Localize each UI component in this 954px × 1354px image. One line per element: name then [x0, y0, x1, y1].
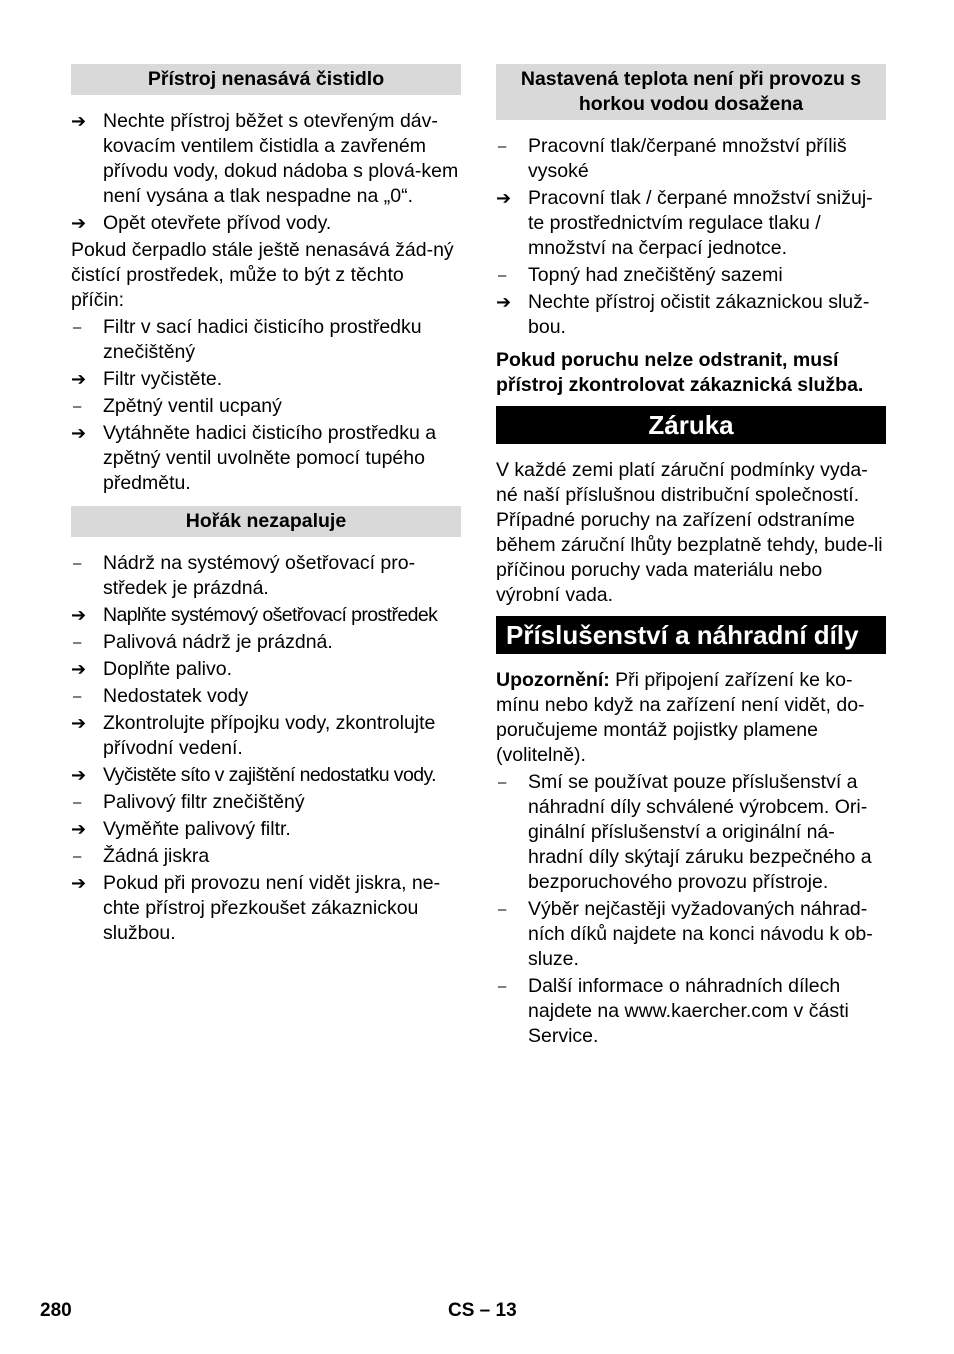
arrow-icon: ➔	[71, 213, 87, 233]
list-item: ➔ Opět otevřete přívod vody.	[71, 212, 332, 234]
arrow-icon: ➔	[71, 605, 87, 625]
heading-no-detergent-suction: Přístroj nenasává čistidlo	[71, 64, 461, 95]
list-item: ➔ Naplňte systémový ošetřovací prostředek	[71, 604, 438, 626]
language-page-label: CS – 13	[448, 1300, 517, 1321]
list-item: ➔ Nechte přístroj očistit zákaznickou služ-bou.	[496, 291, 870, 338]
list-item: ➔ Zkontrolujte přípojku vody, zkontrolujte přívodní vedení.	[71, 712, 436, 759]
dash-icon: –	[73, 848, 82, 865]
list-item: ➔ Vyčistěte síto v zajištění nedostatku vody.	[71, 764, 436, 786]
note-label: Upozornění:	[496, 669, 610, 691]
service-note: Pokud poruchu nelze odstranit, musí přístroj zkontrolovat zákaznická služba.	[496, 349, 864, 396]
list-item: – Topný had znečištěný sazemi	[498, 264, 783, 286]
arrow-icon: ➔	[71, 819, 87, 839]
dash-icon: –	[498, 138, 507, 155]
list-item: – Pracovní tlak/čerpané množství příliš vysoké	[498, 135, 847, 182]
page-number: 280	[40, 1300, 72, 1321]
list-item: – Palivová nádrž je prázdná.	[73, 631, 333, 653]
dash-icon: –	[73, 555, 82, 572]
arrow-icon: ➔	[71, 873, 87, 893]
arrow-icon: ➔	[71, 369, 87, 389]
heading-temperature-not-reached: Nastavená teplota není při provozu s horkou vodou dosažena	[496, 64, 886, 120]
paragraph: Pokud čerpadlo stále ještě nenasává žád-ný čistící prostředek, může to být z těchto příčin:	[71, 239, 454, 311]
list-item: – Nádrž na systémový ošetřovací pro-středek je prázdná.	[73, 552, 416, 599]
heading-burner-not-igniting: Hořák nezapaluje	[71, 506, 461, 537]
list-item: ➔ Nechte přístroj běžet s otevřeným dáv-kovacím ventilem čistidla a zavřeném přívodu vody, dokud nádoba s plová-kem není vysána a tlak nespadne na „0“.	[71, 110, 459, 207]
dash-icon: –	[498, 267, 507, 284]
dash-icon: –	[498, 978, 507, 995]
list-item: – Palivový filtr znečištěný	[73, 791, 305, 813]
arrow-icon: ➔	[496, 188, 512, 208]
warranty-text: V každé zemi platí záruční podmínky vyda-né naší příslušnou distribuční společností. Případné poruchy na zařízení odstraníme během záruční lhůty bezplatně tehdy, bude-li příčinou poruchy vada materiálu nebo výrobní vada.	[496, 459, 883, 606]
heading-warranty: Záruka	[496, 406, 886, 444]
dash-icon: –	[73, 398, 82, 415]
list-item: ➔ Vytáhněte hadici čisticího prostředku a zpětný ventil uvolněte pomocí tupého předmětu.	[71, 422, 437, 494]
list-item: – Zpětný ventil ucpaný	[73, 395, 282, 417]
dash-icon: –	[498, 901, 507, 918]
list-item: ➔ Doplňte palivo.	[71, 658, 232, 680]
list-item: ➔ Filtr vyčistěte.	[71, 368, 223, 390]
dash-icon: –	[73, 688, 82, 705]
note-text: Při připojení zařízení ke ko-mínu nebo když na zařízení není vidět, do-poručujeme montáž pojistky plamene (volitelně).	[496, 669, 865, 766]
left-column	[71, 64, 461, 948]
list-item: – Filtr v sací hadici čisticího prostředku znečištěný	[73, 316, 422, 363]
list-item: ➔ Vyměňte palivový filtr.	[71, 818, 291, 840]
arrow-icon: ➔	[71, 111, 87, 131]
list-item: – Nedostatek vody	[73, 685, 249, 707]
arrow-icon: ➔	[71, 765, 87, 785]
right-column	[496, 64, 886, 1051]
list-item: ➔ Pracovní tlak / čerpané množství snižuj-te prostřednictvím regulace tlaku / množství na čerpací jednotce.	[496, 187, 873, 259]
arrow-icon: ➔	[71, 713, 87, 733]
dash-icon: –	[73, 634, 82, 651]
list-item: – Výběr nejčastěji vyžadovaných náhrad-ních díků najdete na konci návodu k ob-sluze.	[498, 898, 873, 970]
list-item: – Smí se používat pouze příslušenství a náhradní díly schválené výrobcem. Ori-ginální příslušenství a originální ná-hradní díly skýtají záruku bezpečného a bezporuchového provozu přístroje.	[498, 771, 872, 893]
heading-accessories-spare-parts: Příslušenství a náhradní díly	[496, 616, 886, 654]
arrow-icon: ➔	[71, 659, 87, 679]
list-item: – Další informace o náhradních dílech najdete na www.kaercher.com v části Service.	[498, 975, 849, 1047]
accessories-note	[496, 668, 886, 768]
list-item: – Žádná jiskra	[73, 845, 210, 867]
dash-icon: –	[73, 794, 82, 811]
dash-icon: –	[498, 774, 507, 791]
arrow-icon: ➔	[71, 423, 87, 443]
dash-icon: –	[73, 319, 82, 336]
list-item: ➔ Pokud při provozu není vidět jiskra, ne-chte přístroj přezkoušet zákaznickou službou.	[71, 872, 441, 944]
arrow-icon: ➔	[496, 292, 512, 312]
